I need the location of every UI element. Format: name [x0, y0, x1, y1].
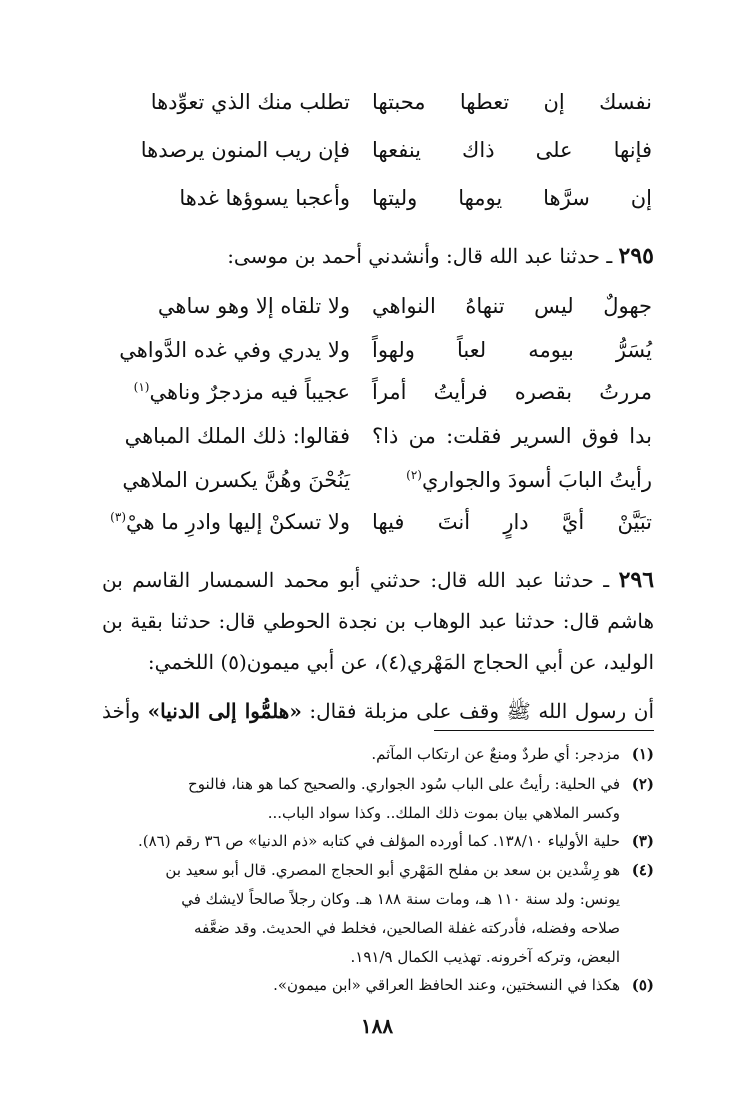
paragraph-line	[102, 691, 654, 732]
verse-first-hemistich	[372, 468, 652, 492]
footnote-line: في الحلية: رأيتُ على الباب سُود الجواري. والصحيح كما هو هنا، فالنوح	[188, 775, 620, 793]
verse-second-hemistich: فإن ريب المنون يرصدها	[140, 138, 350, 162]
footnote	[102, 827, 654, 856]
footnote-line: وكسر الملاهي بيان بموت ذلك الملك.. وكذا سواد الباب...	[267, 804, 620, 822]
hadith-number: ٢٩٦	[618, 567, 655, 593]
verse-line	[80, 128, 652, 172]
verse-line	[80, 284, 652, 328]
hadith-295-heading	[114, 236, 654, 276]
footnote-line: هو رِشْدين بن سعد بن مفلح المَهْري أبو الحجاج المصري. قال أبو سعيد بن	[165, 861, 620, 879]
line-text: أن رسول الله ﷺ وقف على مزبلة فقال:	[301, 699, 654, 723]
footnote-line: هكذا في النسختين، وعند الحافظ العراقي «ابن ميمون».	[273, 976, 620, 994]
verse-second-hemistich: ولا يدري وفي غده الدَّواهي	[119, 338, 350, 362]
footnote-ref: (١)	[133, 380, 150, 394]
verse-second-hemistich: تطلب منك الذي تعوِّدها	[150, 90, 350, 114]
verse-second-hemistich: ولا تلقاه إلا وهو ساهي	[157, 294, 350, 318]
line-text: وأخذ	[102, 699, 148, 723]
footnote	[102, 856, 654, 972]
verse-line	[80, 414, 652, 458]
footnote-line: مزدجر: أي طردٌ ومنعٌ عن ارتكاب المآثم.	[371, 745, 620, 763]
footnote-text	[106, 740, 620, 769]
verse-line	[80, 176, 652, 220]
page-number: ١٨٨	[360, 1014, 394, 1038]
footnote-ref: (٢)	[406, 468, 422, 482]
footnote-text	[106, 856, 620, 972]
hadith-text: ـ حدثنا عبد الله قال: وأنشدني أحمد بن موسى:	[227, 244, 613, 268]
verse-second-hemistich	[80, 510, 350, 534]
footnote-number: (٥)	[631, 976, 654, 994]
verse-second-hemistich	[80, 380, 350, 404]
verse-first-hemistich: يُسَرُّ بيومه لعباً ولهواً	[372, 338, 652, 362]
verse-first-hemistich: إن سرَّها يومها وليتها	[372, 186, 652, 210]
footnote-line: البعض، وتركه آخرونه. تهذيب الكمال ١٩١/٩.	[350, 948, 620, 966]
footnote-number: (٤)	[631, 861, 654, 879]
verse-line	[80, 370, 652, 414]
footnote	[102, 971, 654, 1000]
verse-first-hemistich: فإنها على ذاك ينفعها	[372, 138, 652, 162]
verse-line	[80, 500, 652, 544]
verse-first-hemistich: نفسك إن تعطها محبتها	[372, 90, 652, 114]
verse-line	[80, 458, 652, 502]
verse-line	[80, 80, 652, 124]
footnote-ref: (٣)	[110, 510, 126, 524]
footnote-separator	[434, 730, 654, 731]
verse-text: ولا تسكنْ إليها وادرِ ما هيْ	[126, 510, 350, 534]
paragraph-line	[102, 560, 654, 601]
footnote	[102, 740, 654, 769]
paragraph-line: الوليد، عن أبي الحجاج المَهْري(٤)، عن أبي ميمون(٥) اللخمي:	[147, 650, 654, 674]
verse-second-hemistich: وأعجبا يسوؤها غدها	[179, 186, 350, 210]
footnote-number: (٣)	[631, 832, 654, 850]
footnote-line: صلاحه وفضله، فأدركته غفلة الصالحين، فخلط في الحديث. وقد ضعَّفه	[194, 919, 620, 937]
hadith-296-paragraph	[102, 560, 654, 732]
footnote-number: (٢)	[631, 775, 654, 793]
footnote-line: حلية الأولياء ١٣٨/١٠. كما أورده المؤلف في كتابه «ذم الدنيا» ص ٣٦ رقم (٨٦).	[137, 832, 620, 850]
verse-line	[80, 328, 652, 372]
hadith-number: ٢٩٥	[618, 243, 654, 269]
verse-first-hemistich: بدا فوق السرير فقلت: من ذا؟	[372, 424, 652, 448]
line-text: ـ حدثنا عبد الله قال: حدثني أبو محمد السمسار القاسم بن	[102, 568, 610, 592]
verse-text: عجيباً فيه مزدجرٌ وناهي	[149, 380, 350, 404]
footnote-text	[106, 971, 620, 1000]
footnote	[102, 770, 654, 828]
verse-second-hemistich: فقالوا: ذلك الملك المباهي	[124, 424, 350, 448]
verse-first-hemistich: مررتُ بقصره فرأيتُ أمراً	[372, 380, 652, 404]
verse-first-hemistich: جهولٌ ليس تنهاهُ النواهي	[372, 294, 652, 318]
footnote-number: (١)	[631, 745, 654, 763]
verse-text: رأيتُ البابَ أسودَ والجواري	[421, 468, 652, 492]
footnote-text	[106, 827, 620, 856]
verse-first-hemistich: تبَيَّنْ أيَّ دارٍ أنتَ فيها	[372, 510, 652, 534]
paragraph-line: هاشم قال: حدثنا عبد الوهاب بن نجدة الحوطي قال: حدثنا بقية بن	[102, 609, 654, 633]
quoted-hadith: «هلمُّوا إلى الدنيا»	[147, 699, 302, 723]
verse-second-hemistich: يَنُحْنَ وهُنَّ يكسرن الملاهي	[122, 468, 350, 492]
footnote-text	[106, 770, 620, 828]
footnote-line: يونس: ولد سنة ١١٠ هـ، ومات سنة ١٨٨ هـ. وكان رجلاً صالحاً لايشك في	[181, 890, 620, 908]
